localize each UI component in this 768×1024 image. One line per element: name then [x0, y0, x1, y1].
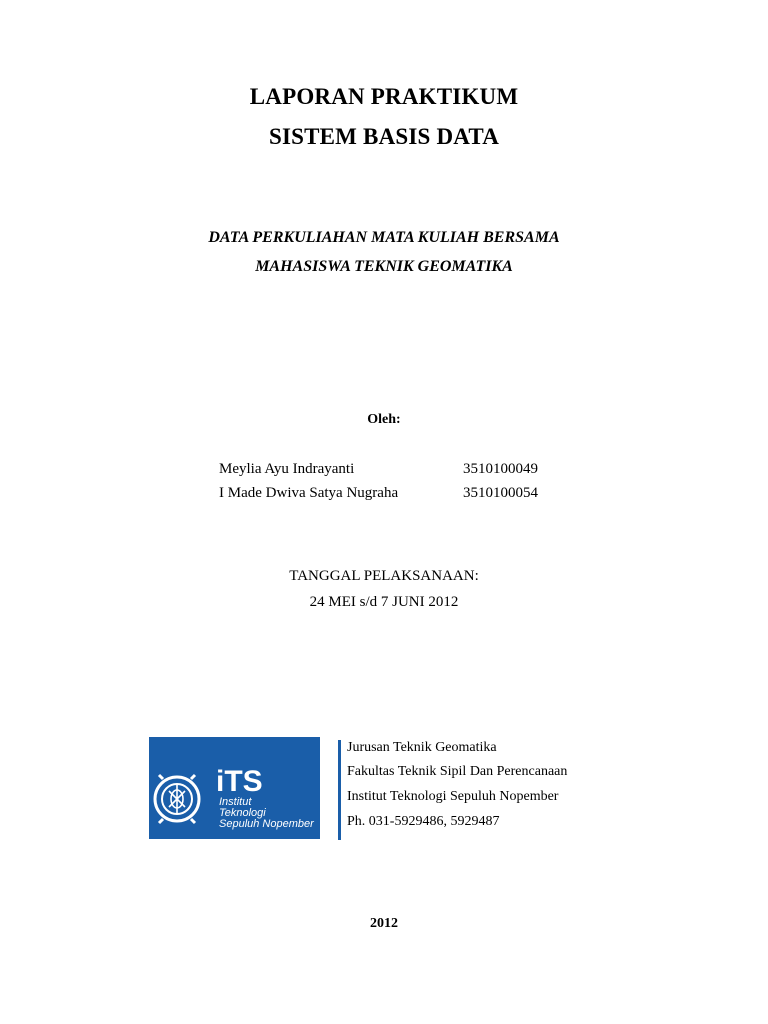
- logo-line3: Sepuluh Nopember: [219, 818, 314, 830]
- member-name: I Made Dwiva Satya Nugraha: [219, 485, 399, 501]
- member-nim: 3510100054: [463, 485, 538, 501]
- logo-line2: Teknologi: [219, 807, 266, 819]
- institution-university: Institut Teknologi Sepuluh Nopember: [347, 789, 559, 804]
- member-nim: 3510100049: [463, 461, 538, 477]
- date-label: TANGGAL PELAKSANAAN:: [289, 568, 479, 584]
- logo-line1: Institut: [219, 796, 252, 808]
- institution-faculty: Fakultas Teknik Sipil Dan Perencanaan: [347, 764, 568, 779]
- authors-label: Oleh:: [367, 412, 401, 427]
- logo-divider: [338, 740, 341, 840]
- report-subtitle-line1: DATA PERKULIAHAN MATA KULIAH BERSAMA: [208, 229, 560, 246]
- institution-phone: Ph. 031-5929486, 5929487: [347, 814, 500, 829]
- member-name: Meylia Ayu Indrayanti: [219, 461, 355, 477]
- report-title-line2: SISTEM BASIS DATA: [268, 124, 500, 149]
- report-subtitle-line2: MAHASISWA TEKNIK GEOMATIKA: [255, 258, 513, 275]
- logo-wordmark: iTS: [216, 765, 263, 798]
- institution-department: Jurusan Teknik Geomatika: [347, 740, 497, 755]
- report-title-line1: LAPORAN PRAKTIKUM: [249, 84, 519, 109]
- its-logo: [149, 737, 320, 839]
- date-value: 24 MEI s/d 7 JUNI 2012: [309, 594, 459, 610]
- report-year: 2012: [370, 916, 398, 931]
